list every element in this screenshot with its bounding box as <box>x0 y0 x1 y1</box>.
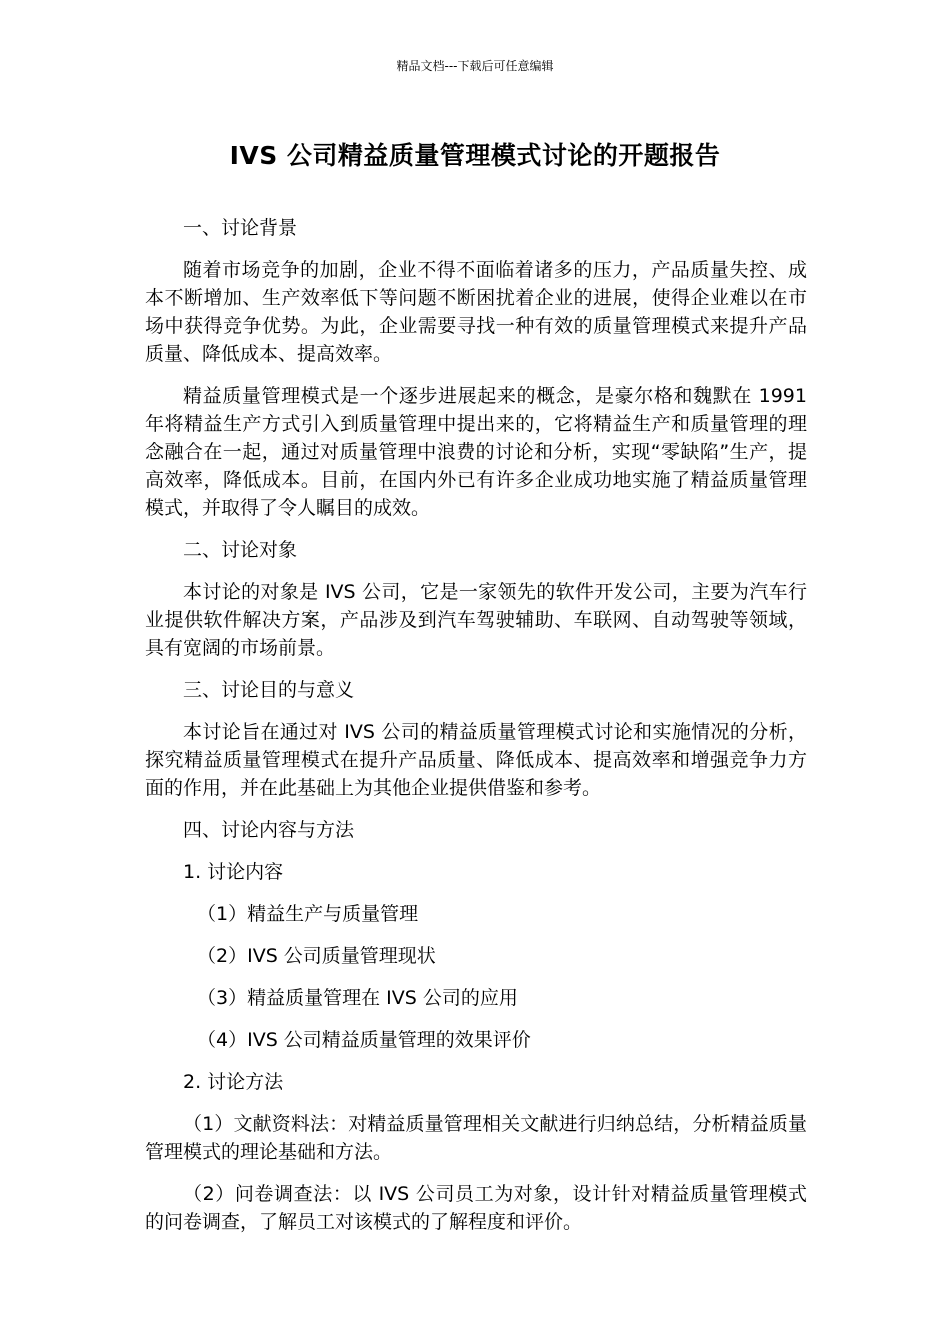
document-title: IVS 公司精益质量管理模式讨论的开题报告 <box>229 141 721 170</box>
paragraph-lean-quality: 精益质量管理模式是一个逐步进展起来的概念，是豪尔格和魏默在 1991 年将精益生产方式引入到质量管理中提出来的，它将精益生产和质量管理的理念融合在一起，通过对质量管理中浪费的讨论和分析，实现“零缺陷”生产，提高效率，降低成本。目前，在国内外已有许多企业成功地实施了精益质量管理模式，并取得了令人瞩目的成效。 <box>145 385 807 519</box>
section-heading-purpose: 三、讨论目的与意义 <box>183 679 355 701</box>
page-header: 精品文档---下载后可任意编辑 <box>396 59 554 73</box>
paragraph-object: 本讨论的对象是 IVS 公司，它是一家领先的软件开发公司，主要为汽车行业提供软件解决方案，产品涉及到汽车驾驶辅助、车联网、自动驾驶等领域，具有宽阔的市场前景。 <box>145 581 807 659</box>
paragraph-method-survey: （2）问卷调查法：以 IVS 公司员工为对象，设计针对精益质量管理模式的问卷调查，了解员工对该模式的了解程度和评价。 <box>145 1183 807 1233</box>
subheading-content: 1. 讨论内容 <box>183 861 284 883</box>
subheading-method: 2. 讨论方法 <box>183 1071 284 1093</box>
section-heading-background: 一、讨论背景 <box>183 217 298 239</box>
list-item: （1）精益生产与质量管理 <box>197 903 419 925</box>
paragraph-background: 随着市场竞争的加剧，企业不得不面临着诸多的压力，产品质量失控、成本不断增加、生产效率低下等问题不断困扰着企业的进展，使得企业难以在市场中获得竞争优势。为此，企业需要寻找一种有效的质量管理模式来提升产品质量、降低成本、提高效率。 <box>145 259 807 365</box>
list-item: （4）IVS 公司精益质量管理的效果评价 <box>197 1029 531 1051</box>
section-heading-object: 二、讨论对象 <box>183 539 298 561</box>
section-heading-content-method: 四、讨论内容与方法 <box>183 819 355 841</box>
paragraph-method-literature: （1）文献资料法：对精益质量管理相关文献进行归纳总结，分析精益质量管理模式的理论基础和方法。 <box>145 1113 807 1163</box>
paragraph-purpose: 本讨论旨在通过对 IVS 公司的精益质量管理模式讨论和实施情况的分析，探究精益质量管理模式在提升产品质量、降低成本、提高效率和增强竞争力方面的作用，并在此基础上为其他企业提供借鉴和参考。 <box>145 721 807 799</box>
list-item: （3）精益质量管理在 IVS 公司的应用 <box>197 987 518 1009</box>
list-item: （2）IVS 公司质量管理现状 <box>197 945 436 967</box>
document-body <box>145 214 807 1250</box>
